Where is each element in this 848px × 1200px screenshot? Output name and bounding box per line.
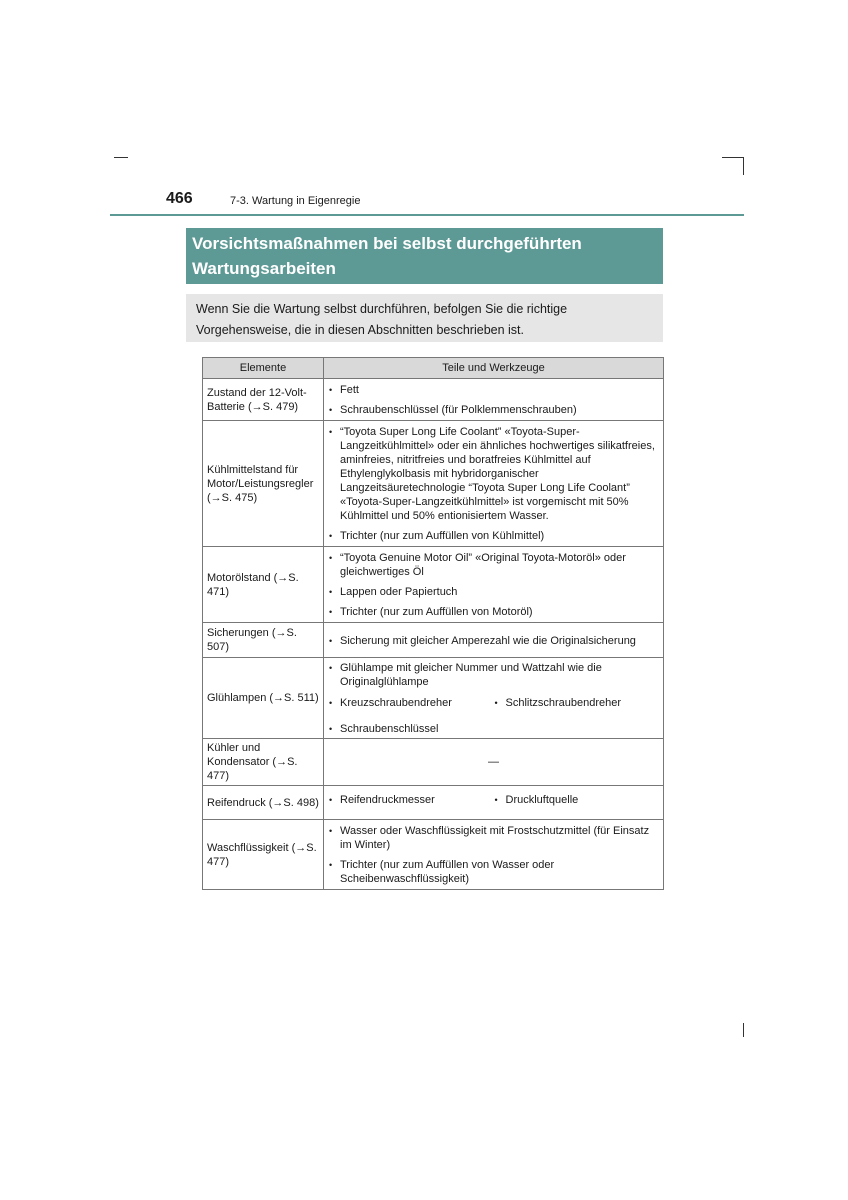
list-item: • Kreuzschraubendreher [328, 696, 494, 710]
table-row [203, 820, 664, 890]
list-item: • Wasser oder Waschflüssigkeit mit Frostschutzmittel (für Einsatz im Winter) [328, 824, 659, 852]
row-element: Reifendruck (→S. 498) [203, 786, 324, 820]
crop-mark-bottom-right [743, 1023, 744, 1037]
row-element: Kühlmittelstand für Motor/Leistungsregler (→S. 475) [203, 421, 324, 547]
list-item: • Trichter (nur zum Auffüllen von Wasser oder Scheibenwaschflüssigkeit) [328, 858, 659, 886]
table-row [203, 786, 664, 820]
list-item: • Fett [328, 383, 659, 397]
row-parts [324, 547, 664, 623]
crop-mark-top-right-v [743, 157, 744, 175]
tools-table [202, 357, 664, 890]
list-item: • Druckluftquelle [494, 793, 660, 813]
row-parts [324, 623, 664, 658]
table-row [203, 547, 664, 623]
list-item: • Trichter (nur zum Auffüllen von Motoröl) [328, 605, 659, 619]
list-item: • Sicherung mit gleicher Amperezahl wie die Originalsicherung [328, 634, 659, 648]
crop-mark-top-right-h [722, 157, 744, 158]
list-item: • Schraubenschlüssel [328, 722, 659, 736]
crop-mark-top-left [114, 157, 128, 158]
row-element: Kühler und Kondensator (→S. 477) [203, 739, 324, 786]
column-header-parts: Teile und Werkzeuge [324, 358, 664, 379]
table-row [203, 623, 664, 658]
page-header [110, 190, 744, 220]
table-row [203, 421, 664, 547]
list-item: • Glühlampe mit gleicher Nummer und Wattzahl wie die Originalglühlampe [328, 661, 659, 689]
intro-note: Wenn Sie die Wartung selbst durchführen, befolgen Sie die richtige Vorgehensweise, die in diesen Abschnitten beschrieben ist. [186, 294, 663, 342]
list-item: • Trichter (nur zum Auffüllen von Kühlmittel) [328, 529, 659, 543]
row-parts [324, 379, 664, 421]
row-element: Motorölstand (→S. 471) [203, 547, 324, 623]
page-number: 466 [166, 190, 193, 207]
column-header-elements: Elemente [203, 358, 324, 379]
header-rule [110, 214, 744, 216]
row-parts [324, 820, 664, 890]
row-element: Waschflüssigkeit (→S. 477) [203, 820, 324, 890]
list-item: • Schraubenschlüssel (für Polklemmenschrauben) [328, 403, 659, 417]
list-item: • Lappen oder Papiertuch [328, 585, 659, 599]
row-element: Zustand der 12-Volt-Batterie (→S. 479) [203, 379, 324, 421]
row-element: Glühlampen (→S. 511) [203, 658, 324, 739]
list-item: • Schlitzschraubendreher [494, 696, 660, 716]
row-parts [324, 421, 664, 547]
list-item: • “Toyota Super Long Life Coolant” «Toyota-Super-Langzeitkühlmittel» oder ein ähnliches hochwertiges silikatfreies, aminfreies, nitritfreies und boratfreies Kühlmittel auf Ethylenglykolbasis mit hybridorganischer Langzeitsäuretechnologie “Toyota Super Long Life Coolant” «Toyota-Super-Langzeitkühlmittel» ist vorgemischt mit 50% Kühlmittel und 50% entionisiertem Wasser. [328, 425, 659, 523]
table-header-row [203, 358, 664, 379]
row-element: Sicherungen (→S. 507) [203, 623, 324, 658]
page-title: Vorsichtsmaßnahmen bei selbst durchgeführten Wartungsarbeiten [186, 228, 663, 284]
row-parts [324, 786, 664, 820]
section-title: 7-3. Wartung in Eigenregie [230, 195, 361, 207]
table-row [203, 658, 664, 739]
list-item: • “Toyota Genuine Motor Oil” «Original Toyota-Motoröl» oder gleichwertiges Öl [328, 551, 659, 579]
table-row [203, 379, 664, 421]
row-parts [324, 658, 664, 739]
list-item: • Reifendruckmesser [328, 793, 494, 807]
table-row [203, 739, 664, 786]
empty-mark: — [324, 739, 664, 786]
